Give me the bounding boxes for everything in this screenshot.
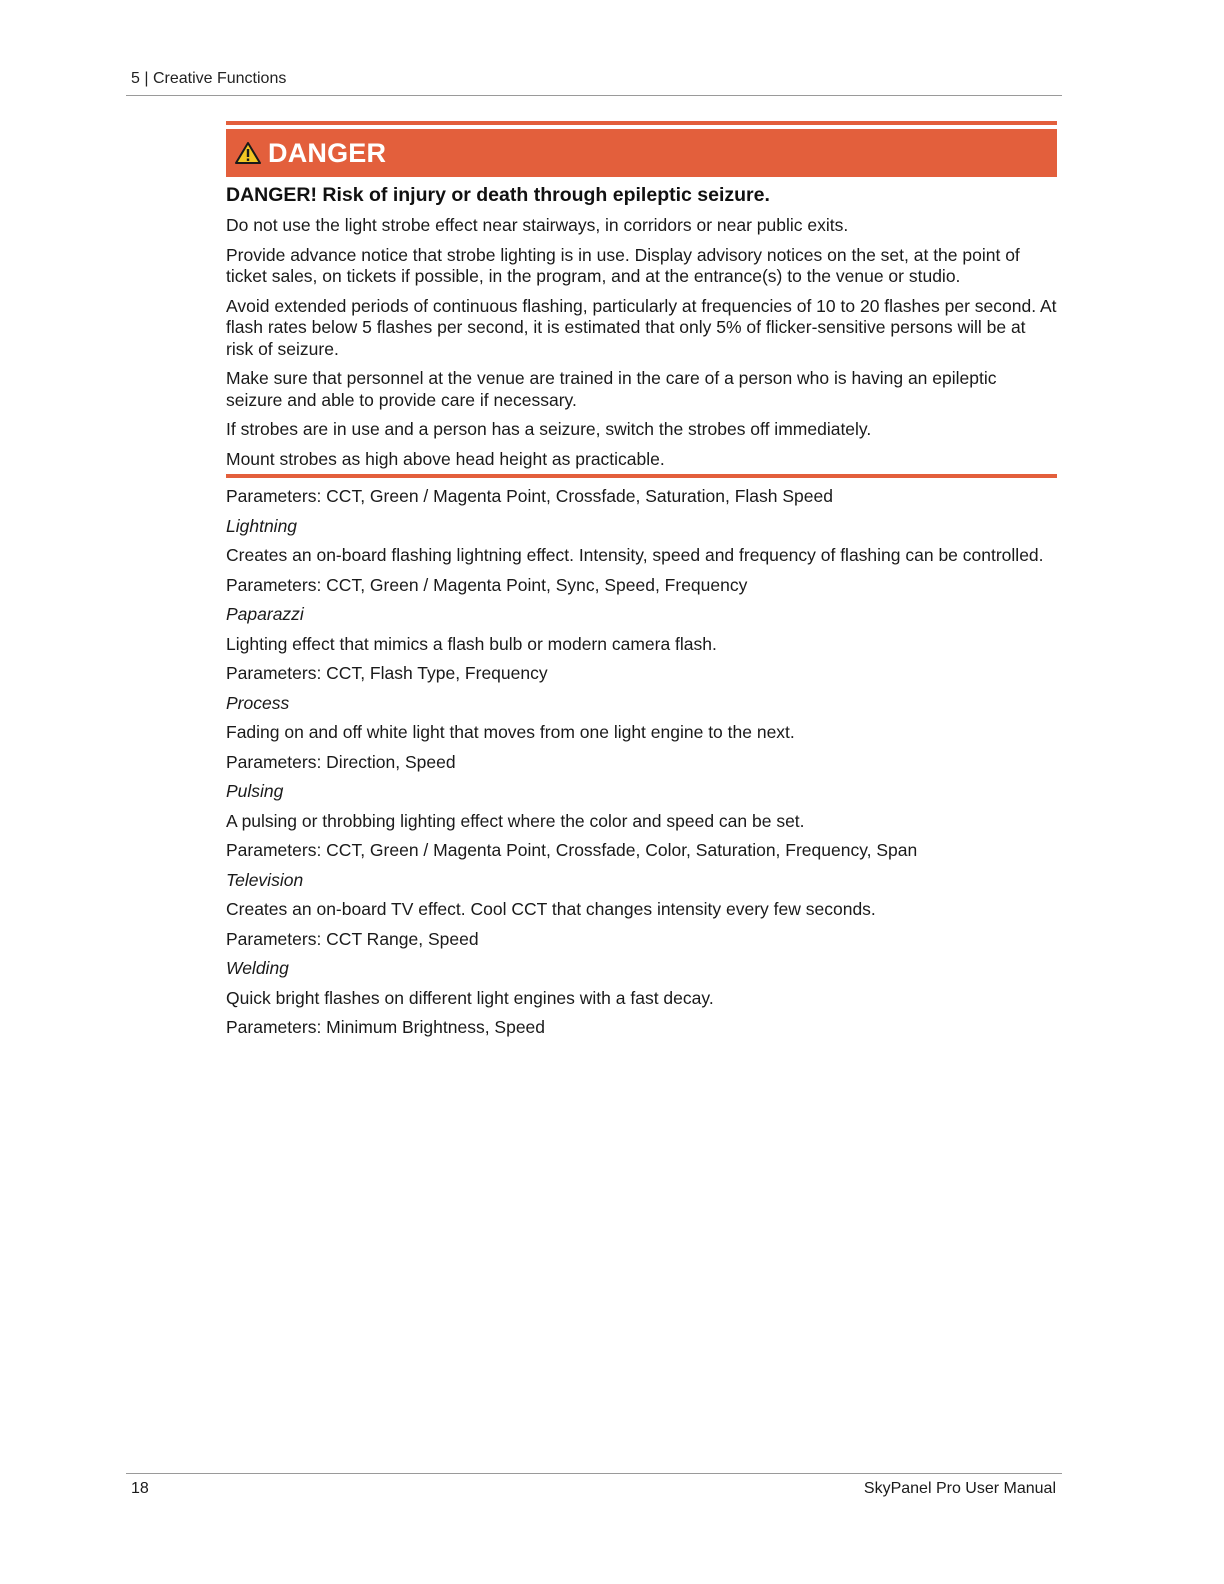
danger-label: DANGER (268, 137, 387, 168)
warning-triangle-icon (234, 141, 268, 165)
effect-parameters: Parameters: CCT Range, Speed (226, 928, 479, 949)
effect-parameters: Parameters: CCT, Green / Magenta Point, Crossfade, Color, Saturation, Frequency, Span (226, 840, 918, 860)
effects-section (226, 486, 1057, 1039)
manual-title: SkyPanel Pro User Manual (863, 1480, 1056, 1497)
effect-name-pulsing: Pulsing (226, 781, 284, 801)
danger-title: DANGER! Risk of injury or death through epileptic seizure. (226, 184, 770, 206)
page-number: 18 (131, 1480, 149, 1497)
effect-parameters: Parameters: CCT, Flash Type, Frequency (226, 663, 548, 683)
danger-paragraph: Make sure that personnel at the venue are trained in the care of a person who is having an epileptic seizure and able to provide care if necessary. (226, 368, 997, 410)
effect-parameters: Parameters: Direction, Speed (226, 751, 456, 772)
effect-parameters: Parameters: CCT, Green / Magenta Point, Sync, Speed, Frequency (226, 574, 748, 595)
effect-name-welding: Welding (226, 958, 289, 978)
effect-name-process: Process (226, 692, 290, 713)
effect-parameters: Parameters: Minimum Brightness, Speed (226, 1017, 546, 1037)
danger-banner (226, 129, 1057, 177)
effect-description: Lighting effect that mimics a flash bulb or modern camera flash. (226, 633, 717, 654)
strobe-parameters: Parameters: CCT, Green / Magenta Point, Crossfade, Saturation, Flash Speed (226, 486, 833, 506)
danger-paragraph: Do not use the light strobe effect near stairways, in corridors or near public exits. (226, 215, 849, 235)
danger-paragraph: Mount strobes as high above head height as practicable. (226, 448, 665, 469)
page-header-section: 5 | Creative Functions (131, 70, 287, 87)
header-divider (126, 95, 1062, 96)
effect-name-television: Television (226, 869, 304, 890)
page-content (226, 121, 1057, 1047)
effect-name-lightning: Lightning (226, 515, 298, 536)
footer-divider (126, 1473, 1062, 1474)
effect-description: Quick bright flashes on different light engines with a fast decay. (226, 987, 714, 1008)
effect-description: Creates an on-board TV effect. Cool CCT that changes intensity every few seconds. (226, 899, 876, 919)
effect-name-paparazzi: Paparazzi (226, 604, 304, 624)
effect-description: Fading on and off white light that moves from one light engine to the next. (226, 722, 795, 742)
danger-notice (226, 121, 1057, 478)
danger-paragraph: If strobes are in use and a person has a seizure, switch the strobes off immediately. (226, 419, 872, 439)
danger-paragraph: Avoid extended periods of continuous flashing, particularly at frequencies of 10 to 20 flashes per second. At flash rates below 5 flashes per second, it is estimated that only 5% of flicker-sensitive persons will be at risk of seizure. (226, 295, 1057, 359)
effect-description: A pulsing or throbbing lighting effect where the color and speed can be set. (226, 810, 805, 831)
danger-paragraph: Provide advance notice that strobe lighting is in use. Display advisory notices on the set, at the point of ticket sales, on tickets if possible, in the program, and at the entrance(s) to the venue or studio. (226, 244, 1020, 286)
effect-description: Creates an on-board flashing lightning effect. Intensity, speed and frequency of flashing can be controlled. (226, 545, 1044, 565)
